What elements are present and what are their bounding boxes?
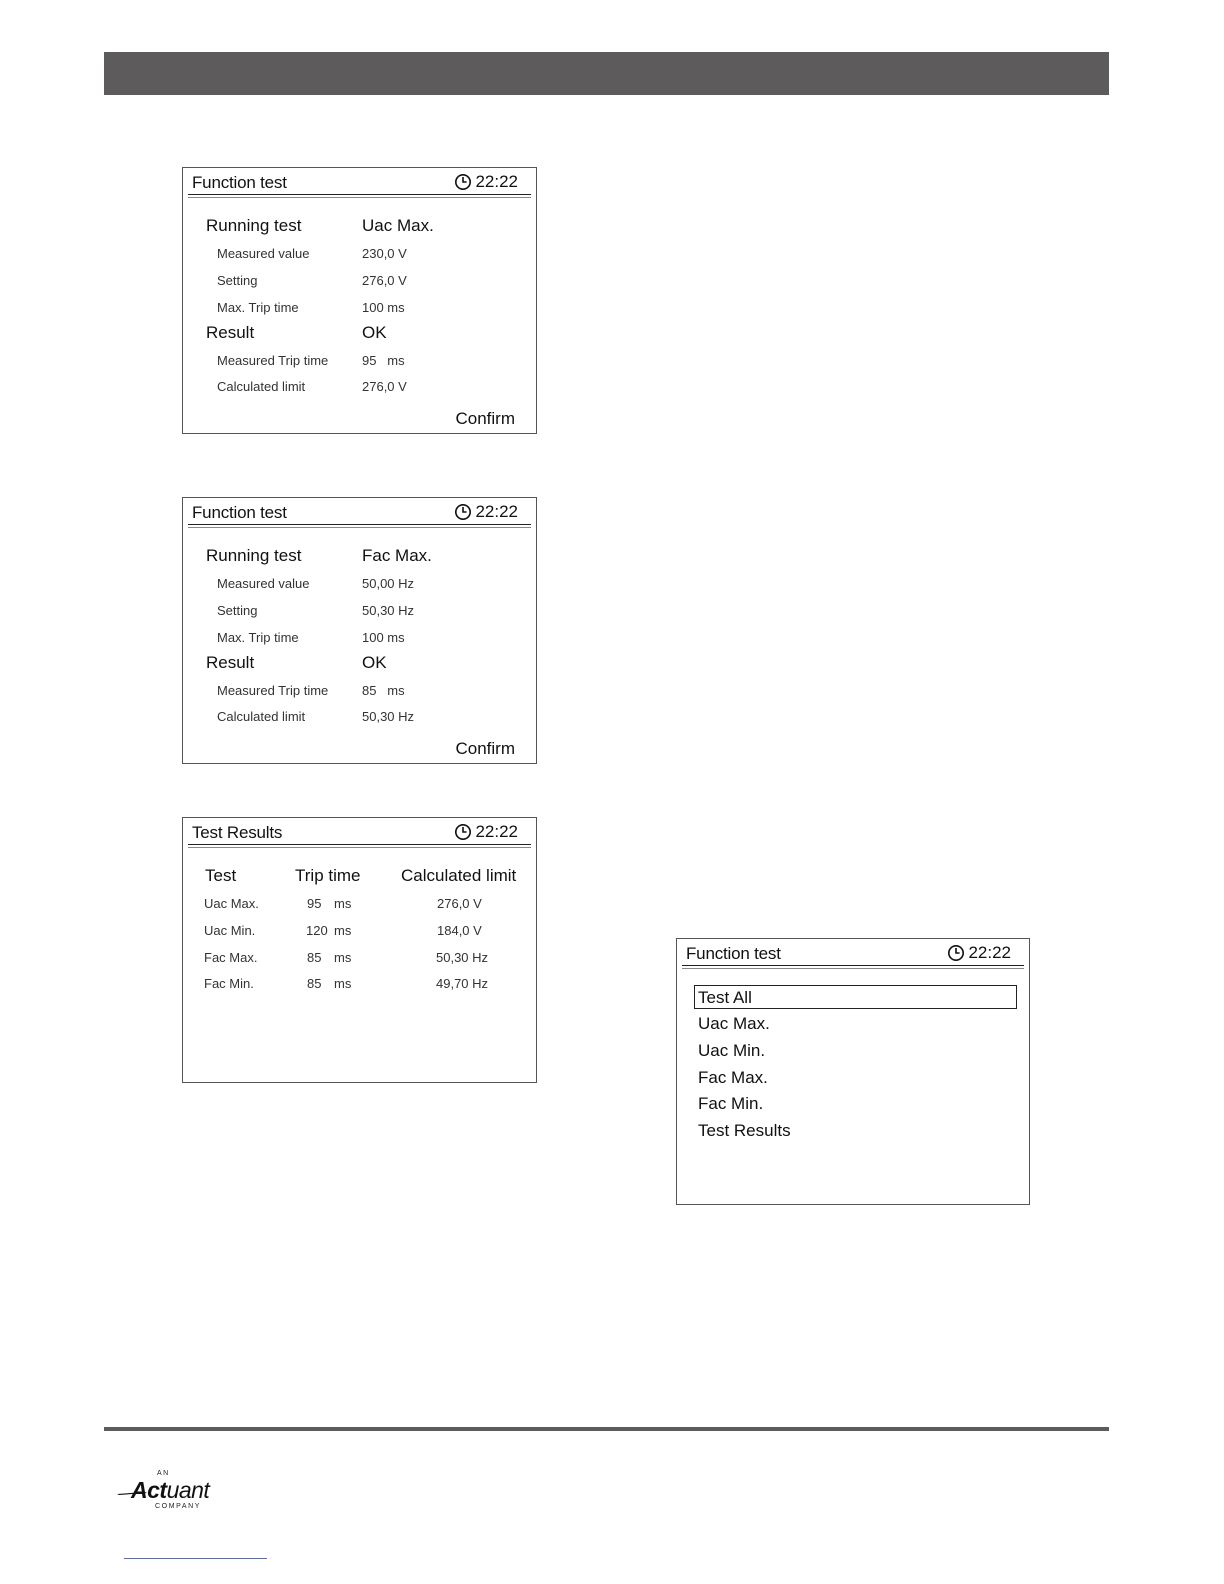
menu-item-fac-min[interactable]: Fac Min. [698, 1094, 764, 1113]
setting-label: Setting [217, 273, 258, 288]
footer-link-underline[interactable] [124, 1558, 267, 1559]
logo-company-text: COMPANY [155, 1503, 202, 1510]
column-header-calculated-limit: Calculated limit [401, 866, 517, 885]
max-trip-time-label: Max. Trip time [217, 300, 299, 315]
result-test-name: Fac Max. [204, 950, 258, 965]
result-limit: 50,30 Hz [436, 950, 489, 965]
running-test-label: Running test [206, 216, 302, 235]
measured-trip-time-value: 85 ms [362, 683, 405, 698]
result-trip-number: 120 [306, 923, 328, 938]
result-trip-unit: ms [334, 923, 352, 938]
measured-value-label: Measured value [217, 576, 310, 591]
calculated-limit-label: Calculated limit [217, 379, 306, 394]
column-header-trip-time: Trip time [295, 866, 361, 885]
logo-wordmark [131, 1477, 209, 1504]
actuant-logo [117, 1470, 237, 1514]
menu-item-test-all[interactable]: Test All [698, 988, 752, 1007]
test-results-screen [182, 817, 537, 1083]
max-trip-time-label: Max. Trip time [217, 630, 299, 645]
title-divider [188, 844, 531, 848]
max-trip-time-value: 100 ms [362, 300, 405, 315]
page-header-bar [104, 52, 1109, 95]
clock-icon [947, 944, 965, 962]
running-test-label: Running test [206, 546, 302, 565]
result-test-name: Uac Max. [204, 896, 259, 911]
title-divider [682, 965, 1024, 969]
calculated-limit-value: 50,30 Hz [362, 709, 415, 724]
result-test-name: Fac Min. [204, 976, 254, 991]
measured-trip-time-label: Measured Trip time [217, 353, 329, 368]
result-value: OK [362, 323, 387, 342]
screen-title: Function test [192, 503, 287, 522]
menu-item-test-results[interactable]: Test Results [698, 1121, 791, 1140]
logo-word-bold: Act [131, 1477, 167, 1503]
clock-icon [454, 503, 472, 521]
screen-clock [454, 172, 518, 192]
running-test-value: Uac Max. [362, 216, 434, 235]
result-trip-number: 85 [307, 950, 322, 965]
column-header-test: Test [205, 866, 237, 885]
clock-time: 22:22 [968, 943, 1011, 962]
screen-clock [454, 822, 518, 842]
footer-rule [104, 1427, 1109, 1431]
result-trip-unit: ms [334, 896, 352, 911]
function-test-menu-screen [676, 938, 1030, 1205]
clock-time: 22:22 [475, 502, 518, 521]
result-limit: 49,70 Hz [436, 976, 489, 991]
clock-time: 22:22 [475, 172, 518, 191]
screen-title: Function test [192, 173, 287, 192]
result-trip-unit: ms [334, 950, 352, 965]
result-label: Result [206, 653, 255, 672]
function-test-screen-fac-max [182, 497, 537, 764]
function-test-screen-uac-max [182, 167, 537, 434]
measured-value: 230,0 V [362, 246, 407, 261]
confirm-button[interactable]: Confirm [455, 409, 515, 428]
screen-title: Test Results [192, 823, 283, 842]
measured-value: 50,00 Hz [362, 576, 415, 591]
result-test-name: Uac Min. [204, 923, 256, 938]
result-value: OK [362, 653, 387, 672]
running-test-value: Fac Max. [362, 546, 432, 565]
measured-value-label: Measured value [217, 246, 310, 261]
result-trip-number: 85 [307, 976, 322, 991]
confirm-button[interactable]: Confirm [455, 739, 515, 758]
result-trip-unit: ms [334, 976, 352, 991]
result-limit: 276,0 V [437, 896, 482, 911]
screen-title: Function test [686, 944, 781, 963]
setting-value: 50,30 Hz [362, 603, 415, 618]
setting-value: 276,0 V [362, 273, 407, 288]
screen-clock [947, 943, 1011, 963]
result-label: Result [206, 323, 255, 342]
setting-label: Setting [217, 603, 258, 618]
measured-trip-time-value: 95 ms [362, 353, 405, 368]
result-trip-number: 95 [307, 896, 322, 911]
menu-item-fac-max[interactable]: Fac Max. [698, 1068, 768, 1087]
max-trip-time-value: 100 ms [362, 630, 405, 645]
logo-word-rest: uant [166, 1477, 210, 1503]
logo-an-text: AN [157, 1470, 170, 1477]
calculated-limit-value: 276,0 V [362, 379, 407, 394]
calculated-limit-label: Calculated limit [217, 709, 306, 724]
clock-icon [454, 823, 472, 841]
menu-item-uac-min[interactable]: Uac Min. [698, 1041, 766, 1060]
title-divider [188, 194, 531, 198]
menu-item-uac-max[interactable]: Uac Max. [698, 1014, 770, 1033]
result-limit: 184,0 V [437, 923, 482, 938]
screen-clock [454, 502, 518, 522]
title-divider [188, 524, 531, 528]
measured-trip-time-label: Measured Trip time [217, 683, 329, 698]
clock-icon [454, 173, 472, 191]
clock-time: 22:22 [475, 822, 518, 841]
